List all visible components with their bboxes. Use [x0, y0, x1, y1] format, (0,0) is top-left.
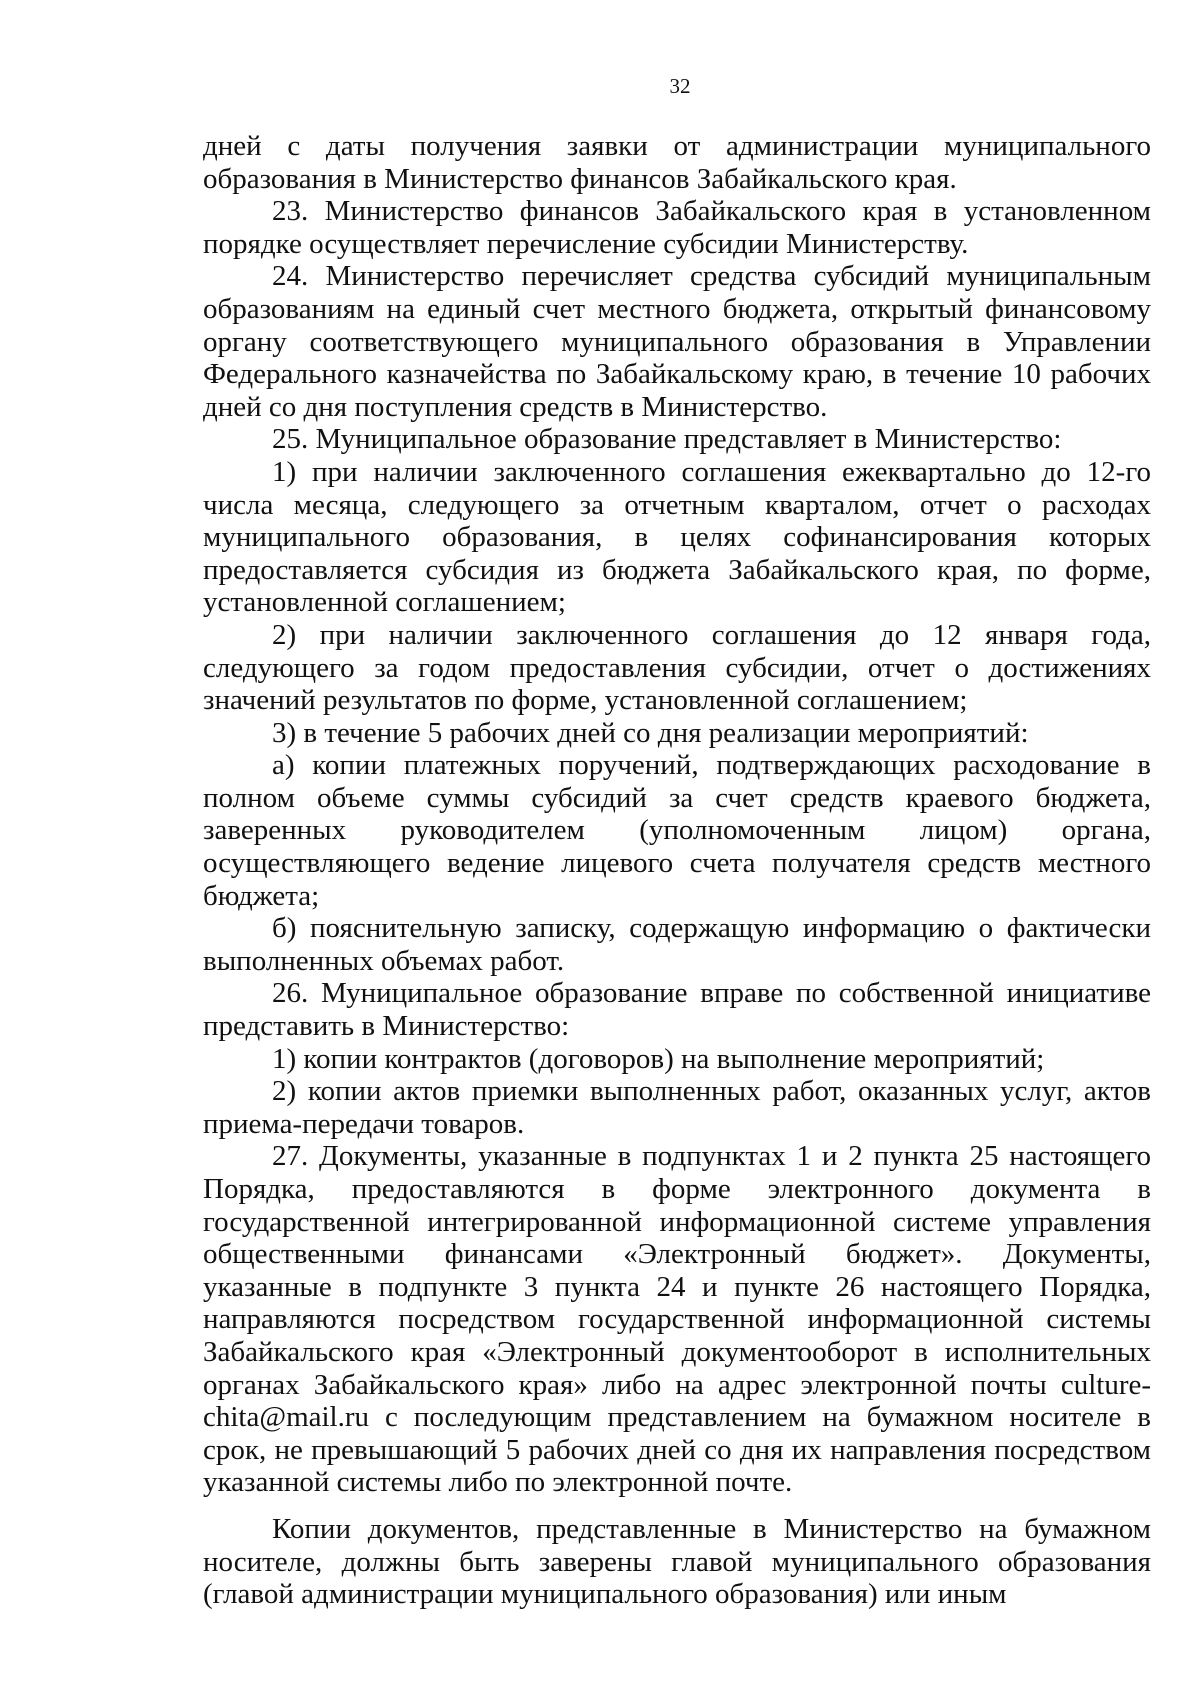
- paragraph-continuation: дней с даты получения заявки от администрации муниципального образования в Министерство финансов Забайкальского края.: [203, 130, 1151, 195]
- paragraph-item-27: 27. Документы, указанные в подпунктах 1 и 2 пункта 25 настоящего Порядка, предоставляются в форме электронного документа в государственной интегрированной информационной системе управления общественными финансами «Электронный бюджет». Документы, указанные в подпункте 3 пункта 24 и пункте 26 настоящего Порядка, направляются посредством государственной информационной системы Забайкальского края «Электронный документооборот в исполнительных органах Забайкальского края» либо на адрес электронной почты culture-chita@mail.ru с последующим представлением на бумажном носителе в срок, не превышающий 5 рабочих дней со дня их направления посредством указанной системы либо по электронной почте.: [203, 1140, 1151, 1499]
- paragraph-item-25-1: 1) при наличии заключенного соглашения ежеквартально до 12-го числа месяца, следующего за отчетным кварталом, отчет о расходах муниципального образования, в целях софинансирования которых предоставляется субсидия из бюджета Забайкальского края, по форме, установленной соглашением;: [203, 455, 1151, 619]
- paragraph-item-25-2: 2) при наличии заключенного соглашения до 12 января года, следующего за годом предоставления субсидии, отчет о достижениях значений результатов по форме, установленной соглашением;: [203, 618, 1151, 717]
- paragraph-item-26-2: 2) копии актов приемки выполненных работ, оказанных услуг, актов приема-передачи товаров.: [203, 1075, 1151, 1140]
- paragraph-item-23: 23. Министерство финансов Забайкальского края в установленном порядке осуществляет перечисление субсидии Министерству.: [203, 195, 1151, 260]
- paragraph-item-25-3-a: а) копии платежных поручений, подтверждающих расходование в полном объеме суммы субсидий за счет средств краевого бюджета, заверенных руководителем (уполномоченным лицом) органа, осуществляющего ведение лицевого счета получателя средств местного бюджета;: [203, 749, 1151, 912]
- paragraph-item-24: 24. Министерство перечисляет средства субсидий муниципальным образованиям на единый счет местного бюджета, открытый финансовому органу соответствующего муниципального образования в Управлении Федерального казначейства по Забайкальскому краю, в течение 10 рабочих дней со дня поступления средств в Министерство.: [203, 260, 1151, 423]
- document-body: [203, 130, 1151, 1611]
- paragraph-item-26-1: 1) копии контрактов (договоров) на выполнение мероприятий;: [272, 1042, 1045, 1075]
- paragraph-item-25-3-b: б) пояснительную записку, содержащую информацию о фактически выполненных объемах работ.: [203, 912, 1151, 977]
- paragraph-item-26: 26. Муниципальное образование вправе по собственной инициативе представить в Министерство:: [203, 977, 1151, 1043]
- paragraph-item-25: 25. Муниципальное образование представляет в Министерство:: [272, 423, 1062, 456]
- paragraph-copies: Копии документов, представленные в Министерство на бумажном носителе, должны быть заверены главой муниципального образования (главой администрации муниципального образования) или иным: [203, 1512, 1151, 1611]
- paragraph-item-25-3: 3) в течение 5 рабочих дней со дня реализации мероприятий:: [272, 716, 1029, 749]
- page-number: 32: [669, 74, 691, 98]
